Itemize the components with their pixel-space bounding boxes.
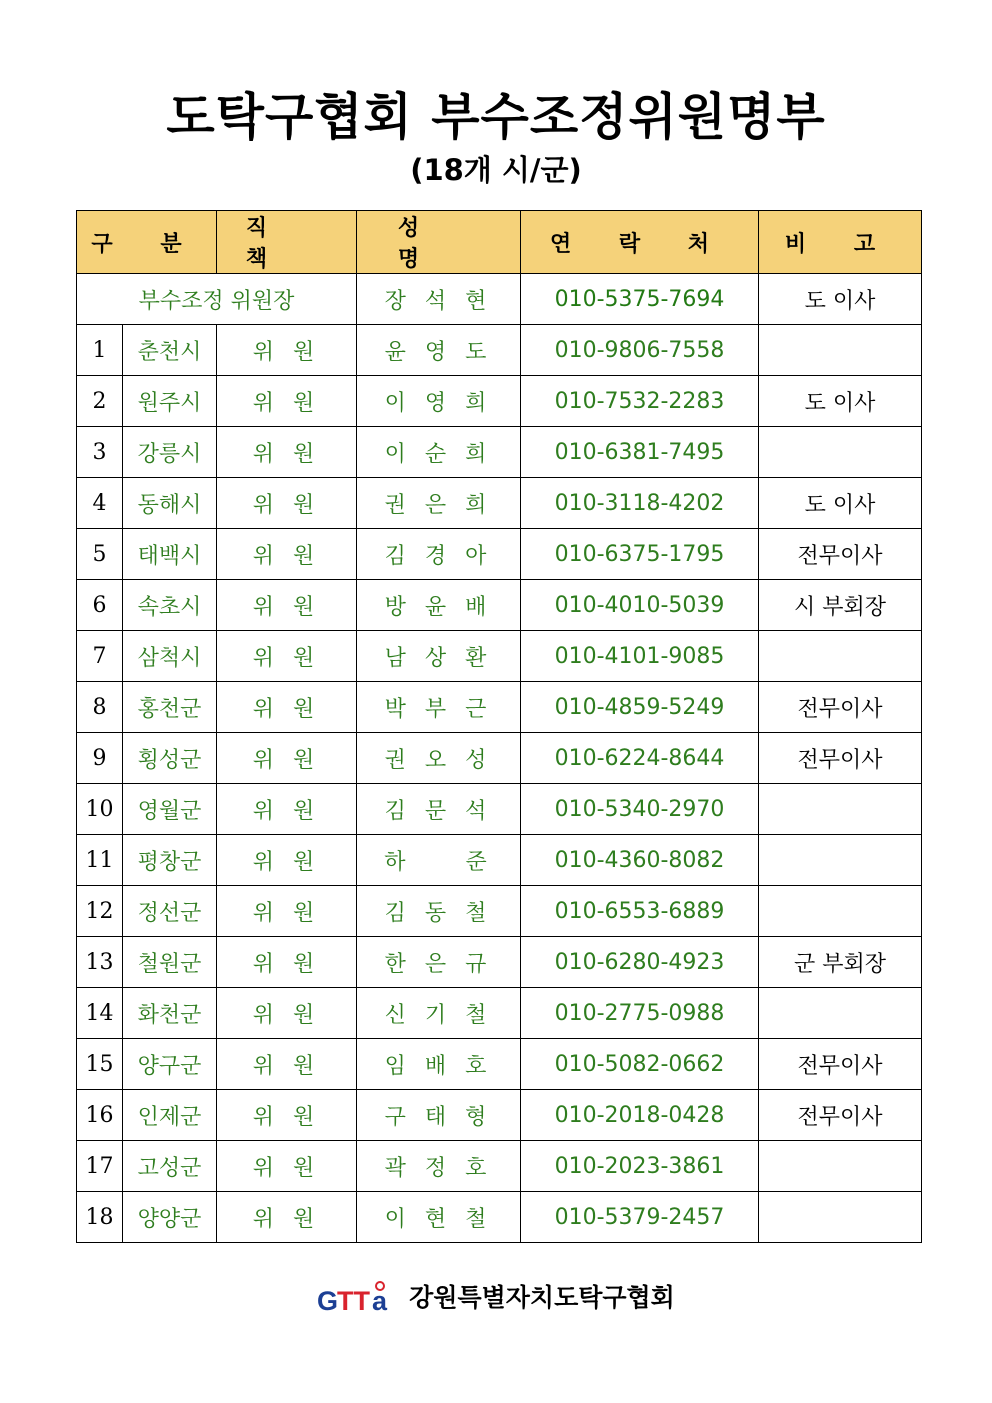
- table-row: [77, 1192, 922, 1243]
- row-name: 김 문 석: [357, 784, 521, 835]
- row-number: 9: [77, 733, 123, 784]
- row-region: 양구군: [123, 1039, 217, 1090]
- row-name: 임 배 호: [357, 1039, 521, 1090]
- organization-name: 강원특별자치도탁구협회: [409, 1283, 675, 1312]
- row-phone: 010-7532-2283: [521, 376, 759, 427]
- row-phone: 010-6280-4923: [521, 937, 759, 988]
- table-row: [77, 478, 922, 529]
- row-number: 10: [77, 784, 123, 835]
- svg-text:G: G: [317, 1286, 339, 1313]
- row-position: 위 원: [217, 886, 357, 937]
- page-title: 도탁구협회 부수조정위원명부: [166, 88, 826, 146]
- row-region: 양양군: [123, 1192, 217, 1243]
- row-note: [759, 427, 922, 478]
- row-position: 위 원: [217, 1090, 357, 1141]
- table-row: [77, 784, 922, 835]
- row-region: 삼척시: [123, 631, 217, 682]
- table-row: [77, 1090, 922, 1141]
- row-phone: 010-4859-5249: [521, 682, 759, 733]
- row-region: 강릉시: [123, 427, 217, 478]
- row-phone: 010-2023-3861: [521, 1141, 759, 1192]
- row-region: 동해시: [123, 478, 217, 529]
- row-note: 군 부회장: [759, 937, 922, 988]
- row-phone: 010-9806-7558: [521, 325, 759, 376]
- row-region: 고성군: [123, 1141, 217, 1192]
- row-phone: 010-5340-2970: [521, 784, 759, 835]
- table-header-row: [77, 211, 922, 274]
- row-name: 권 은 희: [357, 478, 521, 529]
- row-name: 곽 정 호: [357, 1141, 521, 1192]
- row-position: 위 원: [217, 580, 357, 631]
- row-number: 5: [77, 529, 123, 580]
- row-note: 전무이사: [759, 733, 922, 784]
- row-position: 위 원: [217, 1039, 357, 1090]
- row-number: 18: [77, 1192, 123, 1243]
- chair-note: 도 이사: [759, 274, 922, 325]
- row-number: 17: [77, 1141, 123, 1192]
- row-region: 화천군: [123, 988, 217, 1039]
- row-region: 영월군: [123, 784, 217, 835]
- footer: [0, 1276, 992, 1316]
- row-note: 전무이사: [759, 1039, 922, 1090]
- chair-row: [77, 274, 922, 325]
- row-note: 전무이사: [759, 682, 922, 733]
- row-name: 한 은 규: [357, 937, 521, 988]
- row-note: [759, 1141, 922, 1192]
- row-note: 도 이사: [759, 478, 922, 529]
- row-region: 속초시: [123, 580, 217, 631]
- row-position: 위 원: [217, 784, 357, 835]
- table-row: [77, 937, 922, 988]
- row-phone: 010-6375-1795: [521, 529, 759, 580]
- row-position: 위 원: [217, 733, 357, 784]
- row-name: 남 상 환: [357, 631, 521, 682]
- row-phone: 010-4360-8082: [521, 835, 759, 886]
- row-phone: 010-3118-4202: [521, 478, 759, 529]
- row-position: 위 원: [217, 427, 357, 478]
- row-region: 홍천군: [123, 682, 217, 733]
- header-position: 직 책: [217, 211, 357, 274]
- row-note: 시 부회장: [759, 580, 922, 631]
- table-row: [77, 376, 922, 427]
- table-row: [77, 325, 922, 376]
- row-name: 이 현 철: [357, 1192, 521, 1243]
- page-subtitle: (18개 시/군): [410, 153, 582, 187]
- row-position: 위 원: [217, 325, 357, 376]
- row-name: 권 오 성: [357, 733, 521, 784]
- row-phone: 010-4010-5039: [521, 580, 759, 631]
- row-region: 횡성군: [123, 733, 217, 784]
- row-position: 위 원: [217, 376, 357, 427]
- row-number: 7: [77, 631, 123, 682]
- row-note: [759, 784, 922, 835]
- row-region: 태백시: [123, 529, 217, 580]
- row-position: 위 원: [217, 682, 357, 733]
- row-number: 12: [77, 886, 123, 937]
- row-note: 전무이사: [759, 529, 922, 580]
- table-row: [77, 886, 922, 937]
- row-number: 14: [77, 988, 123, 1039]
- chair-role: 부수조정 위원장: [77, 274, 357, 325]
- row-phone: 010-4101-9085: [521, 631, 759, 682]
- table-row: [77, 529, 922, 580]
- header-category: 구 분: [77, 211, 217, 274]
- gtta-logo-icon: [317, 1279, 401, 1313]
- row-note: [759, 988, 922, 1039]
- row-note: 도 이사: [759, 376, 922, 427]
- header-remarks: 비 고: [759, 211, 922, 274]
- row-number: 13: [77, 937, 123, 988]
- row-name: 구 태 형: [357, 1090, 521, 1141]
- row-region: 춘천시: [123, 325, 217, 376]
- row-phone: 010-6381-7495: [521, 427, 759, 478]
- chair-name: 장 석 현: [357, 274, 521, 325]
- row-name: 이 영 희: [357, 376, 521, 427]
- row-number: 4: [77, 478, 123, 529]
- svg-text:TT: TT: [337, 1286, 371, 1313]
- row-region: 정선군: [123, 886, 217, 937]
- row-name: 윤 영 도: [357, 325, 521, 376]
- row-number: 1: [77, 325, 123, 376]
- header-name: 성 명: [357, 211, 521, 274]
- row-position: 위 원: [217, 988, 357, 1039]
- table-row: [77, 988, 922, 1039]
- row-region: 원주시: [123, 376, 217, 427]
- row-phone: 010-5379-2457: [521, 1192, 759, 1243]
- row-number: 16: [77, 1090, 123, 1141]
- row-note: 전무이사: [759, 1090, 922, 1141]
- row-phone: 010-2775-0988: [521, 988, 759, 1039]
- row-number: 11: [77, 835, 123, 886]
- row-position: 위 원: [217, 631, 357, 682]
- table-row: [77, 733, 922, 784]
- row-name: 김 경 아: [357, 529, 521, 580]
- chair-phone: 010-5375-7694: [521, 274, 759, 325]
- row-name: 이 순 희: [357, 427, 521, 478]
- table-row: [77, 1039, 922, 1090]
- row-position: 위 원: [217, 835, 357, 886]
- row-number: 8: [77, 682, 123, 733]
- row-region: 인제군: [123, 1090, 217, 1141]
- row-number: 15: [77, 1039, 123, 1090]
- table-row: [77, 427, 922, 478]
- row-number: 2: [77, 376, 123, 427]
- row-note: [759, 325, 922, 376]
- row-phone: 010-2018-0428: [521, 1090, 759, 1141]
- row-note: [759, 631, 922, 682]
- svg-text:a: a: [372, 1286, 388, 1313]
- table-row: [77, 580, 922, 631]
- row-region: 평창군: [123, 835, 217, 886]
- table-row: [77, 1141, 922, 1192]
- row-name: 방 윤 배: [357, 580, 521, 631]
- row-position: 위 원: [217, 1192, 357, 1243]
- row-position: 위 원: [217, 1141, 357, 1192]
- header-contact: 연 락 처: [521, 211, 759, 274]
- row-name: 하 준: [357, 835, 521, 886]
- row-position: 위 원: [217, 478, 357, 529]
- row-note: [759, 835, 922, 886]
- row-number: 3: [77, 427, 123, 478]
- row-position: 위 원: [217, 937, 357, 988]
- row-region: 철원군: [123, 937, 217, 988]
- row-phone: 010-6553-6889: [521, 886, 759, 937]
- row-phone: 010-6224-8644: [521, 733, 759, 784]
- table-row: [77, 835, 922, 886]
- row-phone: 010-5082-0662: [521, 1039, 759, 1090]
- roster-table: [76, 210, 922, 1243]
- row-number: 6: [77, 580, 123, 631]
- row-position: 위 원: [217, 529, 357, 580]
- row-note: [759, 1192, 922, 1243]
- table-row: [77, 682, 922, 733]
- table-row: [77, 631, 922, 682]
- row-name: 박 부 근: [357, 682, 521, 733]
- row-name: 김 동 철: [357, 886, 521, 937]
- row-note: [759, 886, 922, 937]
- row-name: 신 기 철: [357, 988, 521, 1039]
